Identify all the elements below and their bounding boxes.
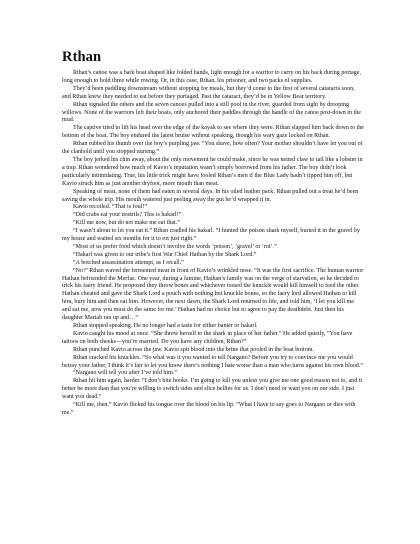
- paragraph: Rthan rubbed his thumb over the boy’s purpling jaw. “You shave, how often? Your mother shouldn’t have let you out of the clanhold until you stopped nursing.”: [62, 141, 363, 156]
- paragraph: Rthan hit him again, harder. “I don’t bite hooks. I’m going to kill you unless you give me one good reason not to, and it better be more than that you’re willing to switch sides and slice bellies for us. I don’t need or want you on our side. I just want you dead.”: [62, 378, 363, 401]
- paragraph: Rthan cracked his knuckles. “So what was it you wanted to tell Nargano? Before you try to convince me you would betray your father, I think it’s fair to let you know there’s nothing I hate worse than a man who turns against his own blood.”: [62, 354, 364, 369]
- paragraph: Rthan stopped speaking. He no longer had a taste for either banter or hakarl.: [73, 323, 258, 329]
- paragraph: “Kill me, then.” Kavio flicked his tongue over the blood on his lip. “What I have to say goes to Nargano or dies with me.”: [62, 402, 356, 416]
- paragraph: The boy jerked his chin away, about the only movement he could make, since he was netted claw to tail like a lobster in a trap. Rthan wondered how much of Kavio’s reputation wasn’t simply borrowed from his father. The boy didn’t look particularly intimidating. True, his little trick might have fooled Rthan’s men if the Blue Lady hadn’t tipped him off, but Kavio struck him as just another dryfoot, more mouth than meat.: [62, 156, 363, 187]
- page-title: Rthan: [62, 49, 102, 65]
- paragraph: “Most of us prefer food which doesn’t involve the words ‘poison’, ‘gravel’ or ‘rot’.”: [73, 243, 277, 250]
- paragraph: “Did crabs eat your nostrils? This is hakarl!”: [73, 212, 182, 219]
- paragraph: They’d been paddling downstream without stopping for meals, but they’d come to the first of several cataracts soon, and Rthan knew they needed to eat before they portaged. Past the cataract, they’d be in Yellow Bear territory.: [62, 85, 355, 100]
- paragraph: “No!” Rthan waved the fermented meat in front of Kavio’s wrinkled nose. “It was the first sacrifice. The human warrior Hathan befriended the Merfae. One year, during a famine, Hathan’s family was on the verge of starvation, so he decided to trick his faery friend. He proposed they throw bones and whichever tossed the knuckle would kill himself to feed the other. Hathan cheated and gave the Shark Lord a pouch with nothing but knuckle bones, so the faery lord allowed Hathan to kill him, bury him and then eat him. However, the next dawn, the Shark Lord returned to life, and told him, ‘I let you kill me and eat me, now you must do the same for me.’ Hathan had no choice but to agree to pay the deathdebt. Just then his daughter Mariah ran up and…”: [62, 267, 364, 322]
- paragraph: Speaking of meat, none of them had eaten in several days. In his oiled leather pack, Rthan pulled out a treat he’d been saving the whole trip. His mouth watered just peeling away the gut he’d wrapped it in.: [62, 188, 359, 203]
- story-body: [62, 70, 364, 418]
- paragraph: Rthan’s canoe was a bark boat shaped like folded hands, light enough for a warrior to carry on his back during portage, long enough to hold three while rowing. Or, in this case, Rthan, his prisoner, and two packs of supplies.: [62, 70, 361, 84]
- paragraph: “Nargano will tell you after I’ve told him.”: [73, 370, 177, 377]
- paragraph: Rthan punched Kavio across the jaw. Kavio spit blood into the brine that pooled in the boat bottom.: [73, 346, 314, 353]
- paragraph: “Kill me now, but do not make me eat that.”: [73, 220, 180, 227]
- paragraph: “I wasn’t about to let you eat it.” Rthan cradled his hakarl. “I hunted the poison shark myself, buried it in the gravel by my house and waited six months for it to rot just right.”: [62, 228, 361, 243]
- paragraph: Kavio caught his mood at once. “She threw herself to the shark in place of her father.” He added quietly, “You have tattoos on both cheeks—you’re married. Do you have any children, Rthan?”: [62, 330, 353, 345]
- paragraph: The captive tried to lift his head over the edge of the kayak to see where they were. Rthan slapped him back down to the bottom of the boat. The boy endured the latest bruise without speaking, though his wary gaze locked on Rthan.: [62, 125, 364, 140]
- paragraph: “Hakarl was given to our tribe’s first War Chief Hathan by the Shark Lord.”: [73, 251, 257, 258]
- paragraph: Rthan signaled the others and the seven canoes pulled into a still pool in the river, guarded from sight by drooping willows. None of the warriors left their boats, only anchored their paddles through the handle of the canoe post-down in the mud.: [62, 101, 361, 124]
- paragraph: Kavio recoiled. “That is foul!”: [73, 204, 148, 211]
- paragraph: “A botched assassination attempt, as I recall.”: [73, 259, 184, 266]
